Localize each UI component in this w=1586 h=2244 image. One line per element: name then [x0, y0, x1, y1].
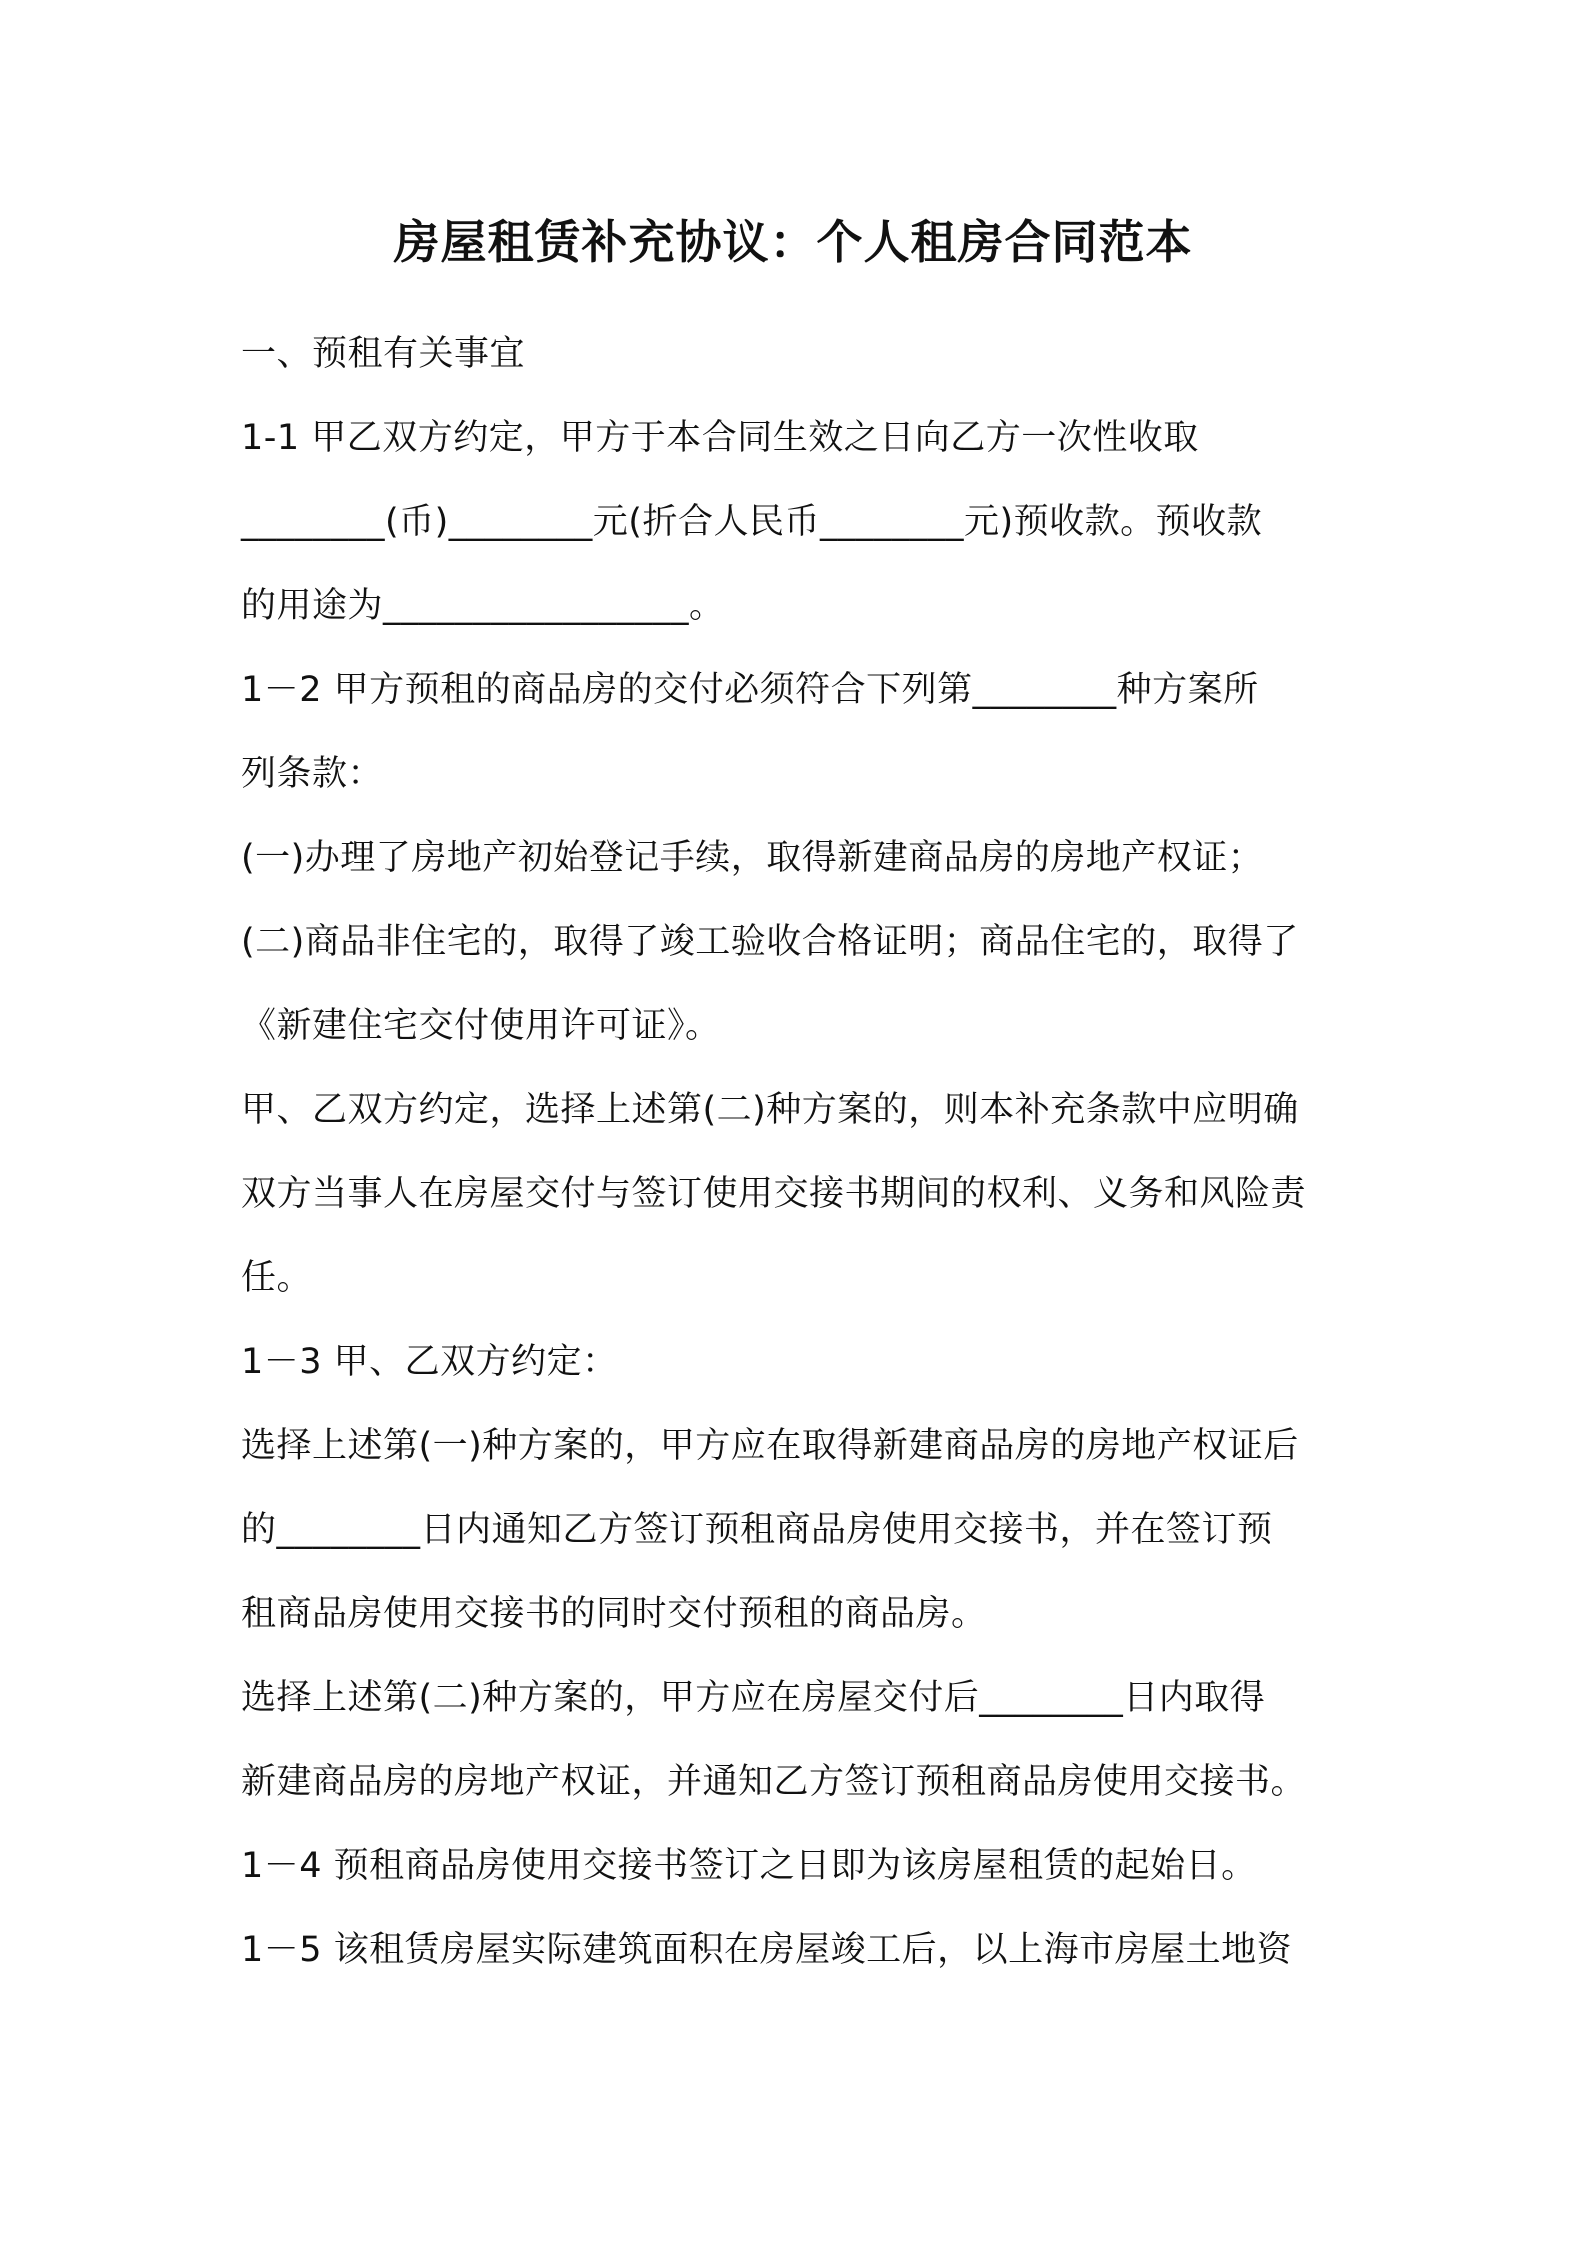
paragraph-line: 选择上述第(一)种方案的，甲方应在取得新建商品房的房地产权证后 [241, 1426, 1299, 1466]
paragraph-line: 新建商品房的房地产权证，并通知乙方签订预租商品房使用交接书。 [241, 1762, 1307, 1802]
paragraph-line: 的用途为_________________。 [241, 586, 725, 626]
paragraph-line: 双方当事人在房屋交付与签订使用交接书期间的权利、义务和风险责 [241, 1174, 1307, 1214]
paragraph-line: 的________日内通知乙方签订预租商品房使用交接书，并在签订预 [241, 1510, 1273, 1550]
paragraph-line: 选择上述第(二)种方案的，甲方应在房屋交付后________日内取得 [241, 1678, 1266, 1718]
paragraph-line: 租商品房使用交接书的同时交付预租的商品房。 [241, 1594, 987, 1634]
paragraph-line: 列条款： [241, 754, 384, 794]
section-heading: 一、预租有关事宜 [241, 334, 526, 374]
paragraph-line: (一)办理了房地产初始登记手续，取得新建商品房的房地产权证； [241, 838, 1264, 878]
paragraph-line: 《新建住宅交付使用许可证》。 [241, 1006, 721, 1046]
paragraph-line: 任。 [241, 1258, 313, 1298]
paragraph-line: (二)商品非住宅的，取得了竣工验收合格证明；商品住宅的，取得了 [241, 922, 1299, 962]
document-title: 房屋租赁补充协议：个人租房合同范本 [393, 215, 1193, 269]
paragraph-line: 1－3 甲、乙双方约定： [241, 1342, 618, 1382]
paragraph-line: 1-1 甲乙双方约定，甲方于本合同生效之日向乙方一次性收取 [241, 418, 1199, 458]
paragraph-line: ________(币)________元(折合人民币________元)预收款。预收款 [241, 502, 1263, 542]
paragraph-line: 1－2 甲方预租的商品房的交付必须符合下列第________种方案所 [241, 670, 1259, 710]
paragraph-line: 甲、乙双方约定，选择上述第(二)种方案的，则本补充条款中应明确 [241, 1090, 1299, 1130]
paragraph-line: 1－5 该租赁房屋实际建筑面积在房屋竣工后，以上海市房屋土地资 [241, 1930, 1293, 1970]
paragraph-line: 1－4 预租商品房使用交接书签订之日即为该房屋租赁的起始日。 [241, 1846, 1257, 1886]
